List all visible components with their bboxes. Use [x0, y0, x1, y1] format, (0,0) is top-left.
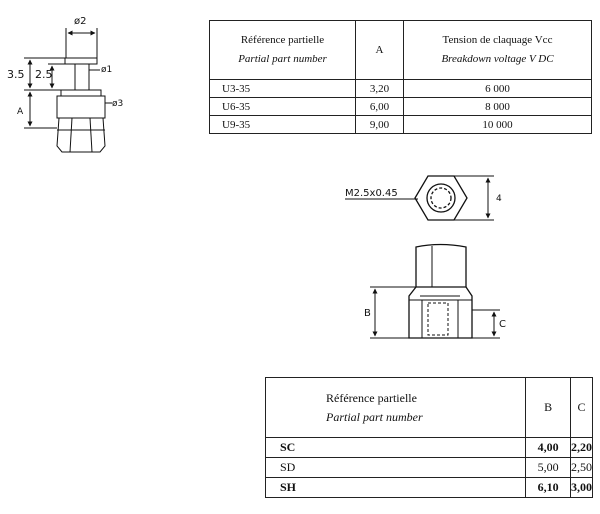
- table-row: [210, 116, 592, 134]
- table-row: [266, 438, 593, 458]
- header-volt-en: Breakdown voltage V DC: [441, 53, 554, 65]
- terminal-pin-drawing: [24, 28, 112, 152]
- cell-ref: SD: [266, 458, 526, 478]
- header-part-number: [210, 21, 356, 80]
- table-header-row: [266, 378, 593, 438]
- dim-a-label: A: [17, 107, 24, 117]
- cell-b: 6,10: [526, 478, 571, 498]
- header-ref-fr: Référence partielle: [240, 34, 325, 46]
- cell-a: 9,00: [356, 116, 404, 134]
- table-row: [266, 478, 593, 498]
- cell-c: 2,50: [571, 458, 593, 478]
- table-row: [266, 458, 593, 478]
- header-volt-fr: Tension de claquage Vcc: [442, 34, 553, 46]
- table-header-row: [210, 21, 592, 80]
- standoff-side-view: [370, 245, 500, 339]
- header-ref-en: Partial part number: [326, 409, 423, 424]
- table-row: [210, 80, 592, 98]
- cell-ref: U9-35: [210, 116, 356, 134]
- cell-ref: SH: [266, 478, 526, 498]
- header-c: C: [571, 378, 593, 438]
- cell-ref: U6-35: [210, 98, 356, 116]
- dim-b-label: B: [364, 308, 371, 319]
- voltage-table: [209, 20, 592, 134]
- cell-b: 4,00: [526, 438, 571, 458]
- cell-a: 6,00: [356, 98, 404, 116]
- header-part-number: [266, 378, 526, 438]
- dim-d2-label: ø2: [74, 16, 87, 27]
- cell-voltage: 6 000: [404, 80, 592, 98]
- cell-voltage: 8 000: [404, 98, 592, 116]
- header-b: B: [526, 378, 571, 438]
- table-row: [210, 98, 592, 116]
- header-ref-fr: Référence partielle: [326, 390, 417, 405]
- dim-4-label: 4: [496, 194, 502, 204]
- dimensions-table: [265, 377, 593, 498]
- header-a: A: [356, 21, 404, 80]
- cell-voltage: 10 000: [404, 116, 592, 134]
- dim-c-label: C: [499, 319, 506, 330]
- cell-c: 2,20: [571, 438, 593, 458]
- header-ref-en: Partial part number: [238, 53, 327, 65]
- cell-ref: SC: [266, 438, 526, 458]
- cell-c: 3,00: [571, 478, 593, 498]
- dim-d3-label: ø3: [112, 99, 124, 109]
- dim-d1-label: ø1: [101, 65, 113, 75]
- cell-b: 5,00: [526, 458, 571, 478]
- cell-a: 3,20: [356, 80, 404, 98]
- dim-25-label: 2.5: [35, 68, 53, 81]
- dim-35-label: 3.5: [7, 68, 25, 81]
- thread-label: M2.5x0.45: [345, 188, 398, 199]
- cell-ref: U3-35: [210, 80, 356, 98]
- header-voltage: [404, 21, 592, 80]
